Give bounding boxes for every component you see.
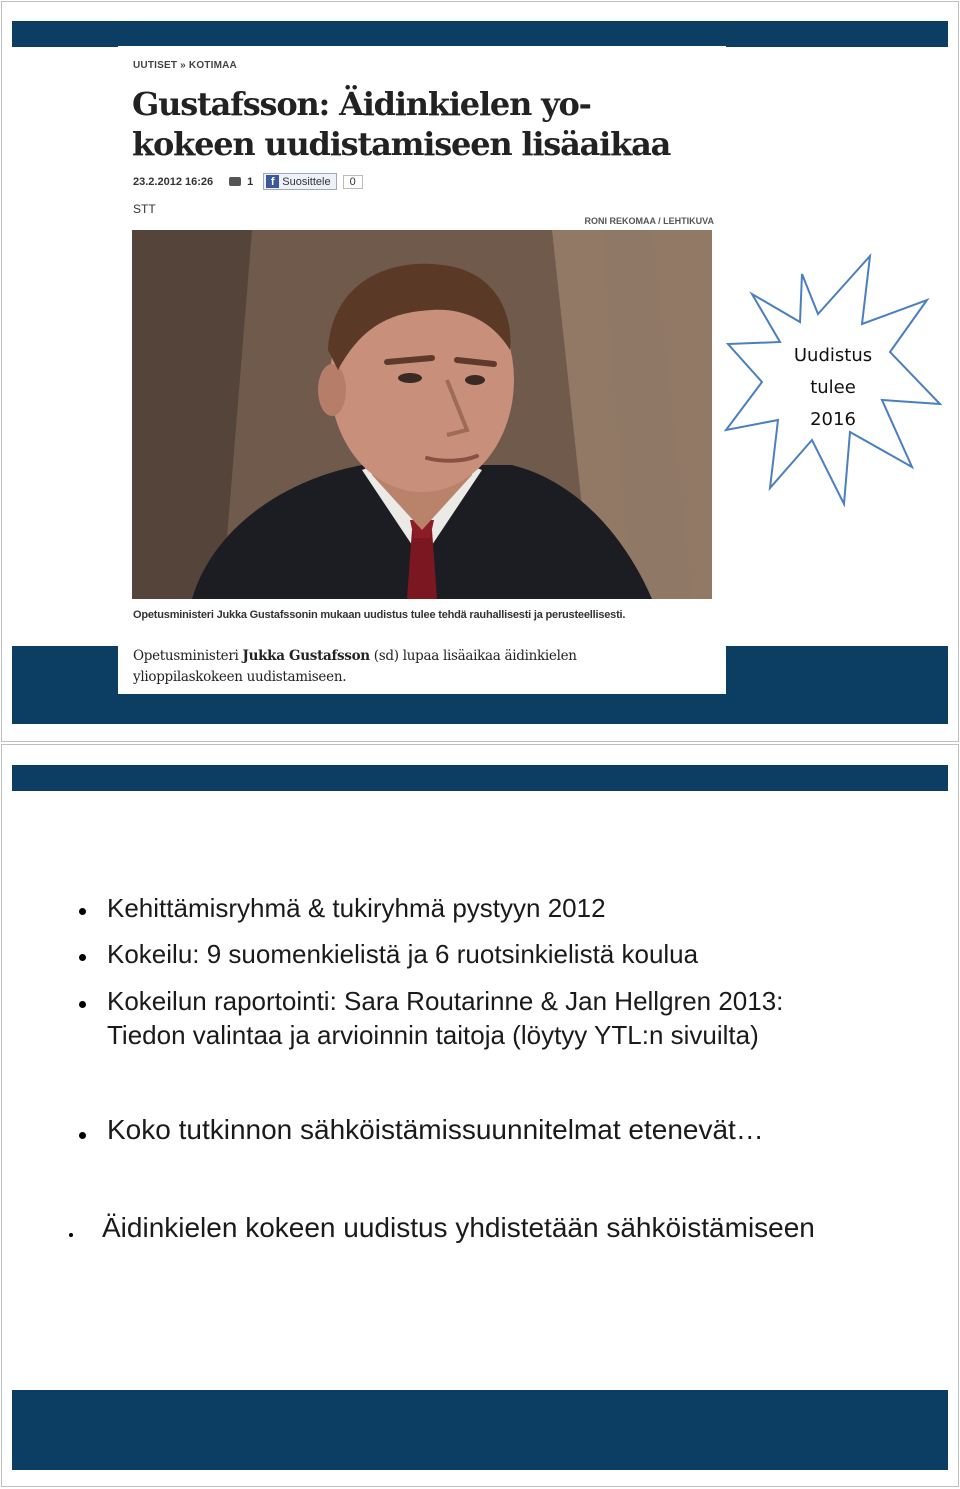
slide-2 bbox=[1, 744, 959, 1487]
timestamp: 23.2.2012 16:26 bbox=[133, 175, 214, 188]
bullet-item: Koko tutkinnon sähköistämissuunnitelmat etenevät… bbox=[107, 1114, 764, 1145]
lead-name: Jukka Gustafsson bbox=[242, 648, 370, 664]
news-article-clipping bbox=[118, 46, 726, 694]
portrait-photo bbox=[132, 230, 712, 599]
headline-line-2: kokeen uudistamiseen lisäaikaa bbox=[132, 125, 671, 163]
bullet-item: Kehittämisryhmä & tukiryhmä pystyyn 2012 bbox=[107, 893, 606, 923]
photo-credit: RONI REKOMAA / LEHTIKUVA bbox=[584, 216, 714, 226]
bullet-item: Kokeilun raportointi: Sara Routarinne & Jan Hellgren 2013: bbox=[107, 986, 784, 1016]
bullet-dot bbox=[79, 1001, 86, 1008]
breadcrumb: UUTISET » KOTIMAA bbox=[133, 60, 237, 71]
bullet-dot bbox=[79, 954, 86, 961]
article-source: STT bbox=[133, 202, 156, 216]
starburst-line-1: Uudistus bbox=[793, 345, 873, 366]
bullet-list bbox=[2, 745, 958, 1486]
facebook-icon: f bbox=[266, 175, 279, 188]
starburst-line-2: tulee bbox=[810, 377, 856, 398]
bullet-dot bbox=[79, 908, 86, 915]
slide-1 bbox=[1, 1, 959, 742]
bullet-dot bbox=[79, 1132, 86, 1139]
lead-part-2: (sd) lupaa lisäaikaa äidinkielen bbox=[369, 648, 577, 664]
comment-count: 1 bbox=[247, 175, 254, 188]
lead-part-1: Opetusministeri bbox=[133, 648, 243, 664]
bullet-item: Kokeilu: 9 suomenkielistä ja 6 ruotsinkielistä koulua bbox=[107, 939, 699, 969]
article-meta bbox=[133, 173, 363, 190]
top-bar bbox=[12, 21, 948, 47]
article-lead bbox=[133, 646, 673, 688]
starburst-text bbox=[777, 340, 889, 436]
portrait-illustration bbox=[132, 230, 712, 599]
bullet-item-continuation: Tiedon valintaa ja arvioinnin taitoja (löytyy YTL:n sivuilta) bbox=[107, 1020, 759, 1050]
headline-line-1: Gustafsson: Äidinkielen yo- bbox=[132, 85, 591, 123]
recommend-button[interactable] bbox=[263, 173, 336, 190]
lead-line-2: ylioppilaskokeen uudistamiseen. bbox=[133, 669, 347, 685]
bullet-item: Äidinkielen kokeen uudistus yhdistetään sähköistämiseen bbox=[102, 1212, 815, 1243]
comment-icon bbox=[229, 177, 241, 186]
article-headline bbox=[132, 84, 712, 164]
photo-caption: Opetusministeri Jukka Gustafssonin mukaan uudistus tulee tehdä rauhallisesti ja perusteellisesti. bbox=[133, 609, 626, 621]
recommend-label: Suosittele bbox=[282, 175, 331, 188]
starburst-line-3: 2016 bbox=[810, 409, 856, 430]
bullet-dot bbox=[69, 1233, 73, 1237]
recommend-count: 0 bbox=[343, 175, 363, 189]
